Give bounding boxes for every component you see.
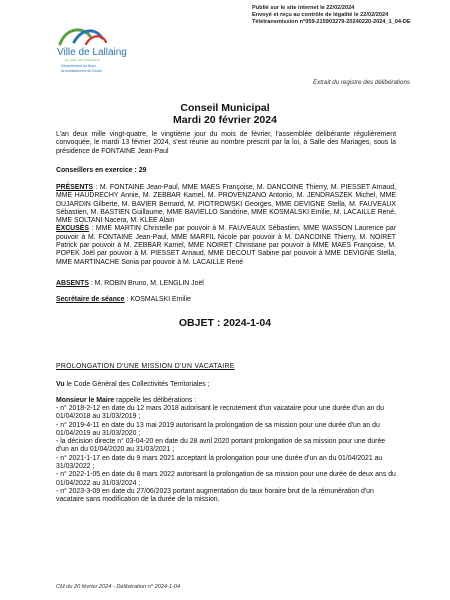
list-item: - n° 2018-2-12 en date du 12 mars 2018 autorisant le recrutement d'un vacataire pour une durée d'un an du 01/04/2018 au 31/03/2019 ; xyxy=(56,405,384,421)
logo-arrondissement: Arrondissement de Douai xyxy=(61,68,102,73)
presents-label: PRÉSENTS xyxy=(56,184,94,191)
logo-tagline: au cœur de l'Ostrevent xyxy=(65,58,100,62)
stamp-line-transmission: Télétransmission n°059-215903279-20240220-2024_1_04-DE xyxy=(252,19,411,26)
vu-paragraph xyxy=(56,381,396,389)
list-item: - n° 2021-1-17 en date du 9 mars 2021 acceptant la prolongation pour une durée d'un an du 01/04/2021 au 31/03/2022 ; xyxy=(56,454,383,471)
legality-stamp xyxy=(252,5,448,27)
presents-paragraph xyxy=(56,184,396,225)
secretary-label: Secrétaire de séance xyxy=(56,296,125,303)
list-item: - la décision directe n° 03-04-20 en date du 28 avril 2020 portant prolongation de sa mission pour une durée d'un an du 01/04/2020 au 31/03/2021 ; xyxy=(56,438,386,454)
section-heading: PROLONGATION D'UNE MISSION D'UN VACATAIRE xyxy=(56,363,235,370)
register-extract-label: Extrait du registre des délibérations xyxy=(313,79,410,86)
secretary-name: : KOSMALSKI Emilie xyxy=(124,296,191,303)
secretary-paragraph xyxy=(56,296,396,304)
meeting-date: Mardi 20 février 2024 xyxy=(173,114,277,126)
page-title: Conseil Municipal xyxy=(180,102,270,114)
excuses-label: EXCUSÉS xyxy=(56,225,89,233)
mayor-label: Monsieur le Maire xyxy=(56,397,115,404)
town-logo xyxy=(56,22,151,84)
page-footer: CM du 20 février 2024 - Délibération n° 2024-1-04 xyxy=(56,584,181,590)
logo-department: Département du Nord xyxy=(61,64,96,68)
absents-label: ABSENTS xyxy=(56,280,89,287)
presents-list: : M. FONTAINE Jean-Paul, MME MAES Françoise, M. DANCOINE Thierry, M. PIESSET Arnaud, MME HAUDRECHY Annie, M. ZEBBAR Kamel, M. PROVENZANO Antonio, M. JENDRASZEK Michel, MME DUJARDIN Gilberte, M. BAVIER Bernard, M. PIOTROWSKI Georges, MME DEVIGNE Stella, M. FAUVEAUX Sébastien, M. BASTIEN Guillaume, MME BAVIELLO Sandrine, MME KOSMALSKI Emilie, M. LACAILLE René, MME SOLTANI Nacera, M. KLEE Alain xyxy=(56,184,396,225)
absents-paragraph xyxy=(56,280,396,288)
list-item: - n° 2023-3-09 en date du 27/06/2023 portant augmentation du taux horaire brut de la rémunération d'un vacataire sans modification de la durée de la mission. xyxy=(56,487,374,504)
excuses-paragraph xyxy=(56,225,396,266)
list-item: - n° 2022-1-05 en date du 8 mars 2022 autorisant la prolongation de sa mission pour une durée de deux ans du 01/04/2022 au 31/03/2024 ; xyxy=(56,471,396,487)
vu-label: Vu xyxy=(56,381,65,388)
logo-town-name: Ville de Lallaing xyxy=(57,47,127,58)
excuses-list: : MME MARTIN Christelle par pouvoir à M. FAUVEAUX Sébastien, MME WASSON Laurence par pouvoir à M. FONTAINE Jean-Paul, MME MARFIL Nicole par pouvoir à M. DANCOINE Thierry, M. NOIRET Patrick par pouvoir à M. ZEBBAR Kamel, MME NOIRET Christiane par pouvoir à MME MAES Françoise, M. POPEK Joël par pouvoir à M. PIESSET Arnaud, MME DECOUT Sabine par pouvoir à MME DEVIGNE Stella, MME MARTINACHE Sonia par pouvoir à M. LACAILLE René xyxy=(56,225,396,266)
absents-list: : M. ROBIN Bruno, M. LENGLIN Joël xyxy=(88,280,204,287)
attendance-block xyxy=(56,184,396,267)
list-item: - n° 2019-4-11 en date du 13 mai 2019 autorisant la prolongation de sa mission pour une durée d'un an du 01/04/2019 au 31/03/2020 ; xyxy=(56,421,380,437)
deliberations-list xyxy=(56,405,396,505)
councillors-count: Conseillers en exercice : 29 xyxy=(56,167,147,174)
vu-text: le Code Général des Collectivités Territoriales ; xyxy=(64,381,210,388)
stamp-line-sent: Envoyé et reçu au contrôle de légalité le 22/02/2024 xyxy=(252,12,389,19)
logo-subtitle xyxy=(61,64,102,73)
mayor-text: rappelle les délibérations : xyxy=(114,397,197,404)
stamp-line-published: Publié sur le site internet le 22/02/2024 xyxy=(252,5,355,11)
subject-heading: OBJET : 2024-1-04 xyxy=(178,317,272,329)
intro-paragraph: L'an deux mille vingt-quatre, le vingtième jour du mois de février, l'assemblée délibérante régulièrement convoquée, le mardi 13 février 2024, s'est réunie au nombre prescrit par la loi, à Salle des Mariages, sous la présidence de FONTAINE Jean-Paul xyxy=(56,131,396,155)
